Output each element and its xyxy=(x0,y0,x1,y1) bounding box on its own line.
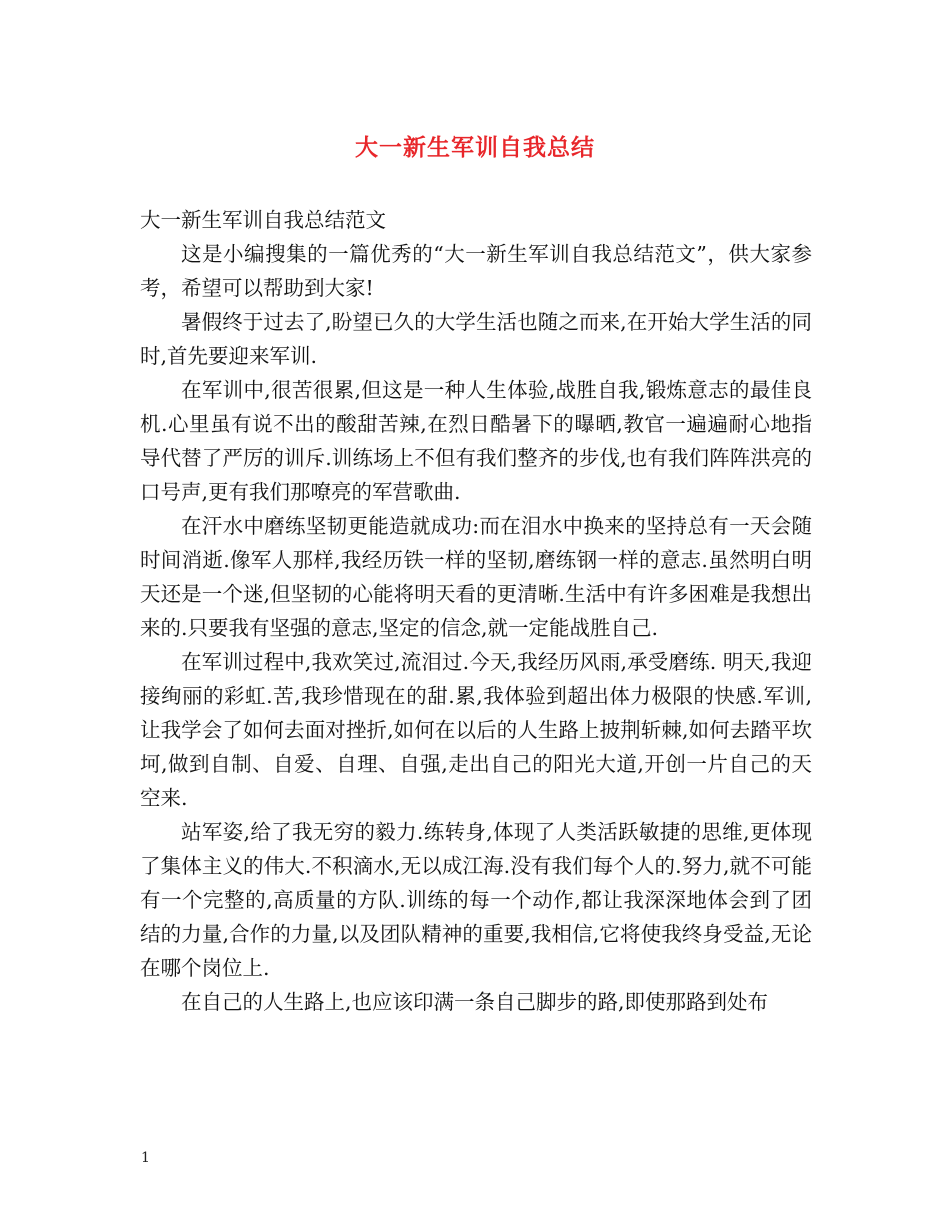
page-number: 1 xyxy=(141,1150,150,1166)
paragraph: 在军训中,很苦很累,但这是一种人生体验,战胜自我,锻炼意志的最佳良机.心里虽有说不出的酸甜苦辣,在烈日酷暑下的曝晒,教官一遍遍耐心地指导代替了严厉的训斥.训练场上不但有我们整齐的步伐,也有我们阵阵洪亮的口号声,更有我们那嘹亮的军营歌曲. xyxy=(140,378,812,504)
paragraph: 在自己的人生路上,也应该印满一条自己脚步的路,即使那路到处布 xyxy=(181,990,769,1014)
paragraph: 暑假终于过去了,盼望已久的大学生活也随之而来,在开始大学生活的同时,首先要迎来军训. xyxy=(140,310,812,368)
paragraph: 这是小编搜集的一篇优秀的“大一新生军训自我总结范文”，供大家参考，希望可以帮助到大家! xyxy=(140,242,812,300)
paragraph: 站军姿,给了我无穷的毅力.练转身,体现了人类活跃敏捷的思维,更体现了集体主义的伟大.不积滴水,无以成江海.没有我们每个人的.努力,就不可能有一个完整的,高质量的方队.训练的每一个动作,都让我深深地体会到了团结的力量,合作的力量,以及团队精神的重要,我相信,它将使我终身受益,无论在哪个岗位上. xyxy=(140,820,812,980)
document-body xyxy=(140,203,812,1019)
document-title: 大一新生军训自我总结 xyxy=(355,135,595,161)
paragraph: 在汗水中磨练坚韧更能造就成功:而在泪水中换来的坚持总有一天会随时间消逝.像军人那样,我经历铁一样的坚韧,磨练钢一样的意志.虽然明白明天还是一个迷,但坚韧的心能将明天看的更清晰.生活中有许多困难是我想出来的.只要我有坚强的意志,坚定的信念,就一定能战胜自己. xyxy=(140,514,812,640)
document-subtitle: 大一新生军训自我总结范文 xyxy=(140,208,386,232)
paragraph: 在军训过程中,我欢笑过,流泪过.今天,我经历风雨,承受磨练. 明天,我迎接绚丽的彩虹.苦,我珍惜现在的甜.累,我体验到超出体力极限的快感.军训,让我学会了如何去面对挫折,如何在以后的人生路上披荆斩棘,如何去踏平坎坷,做到自制、自爱、自理、自强,走出自己的阳光大道,开创一片自己的天空来. xyxy=(140,650,812,810)
